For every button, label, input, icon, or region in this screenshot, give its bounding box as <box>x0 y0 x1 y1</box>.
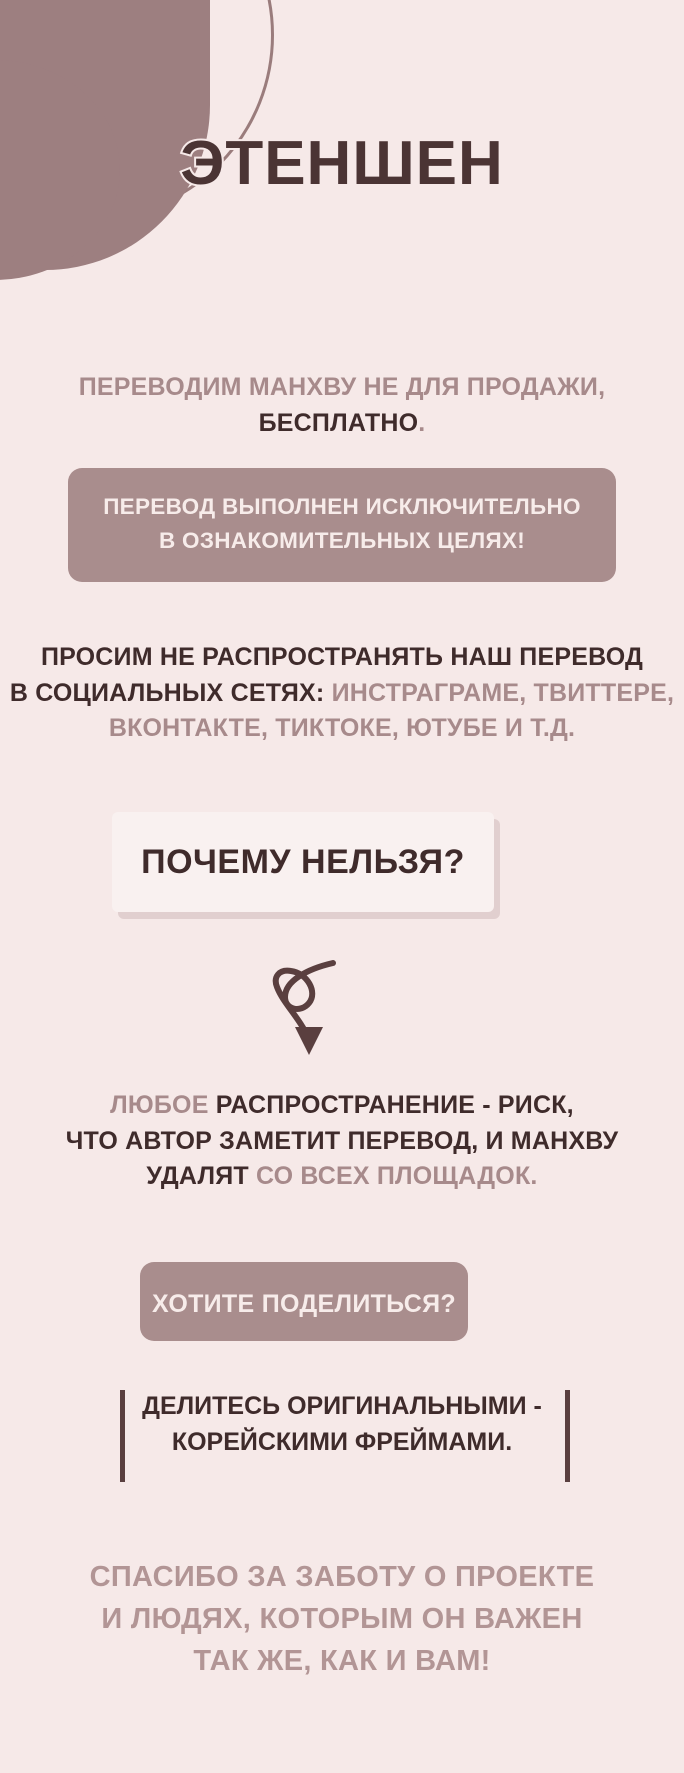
quote-block <box>0 1388 684 1461</box>
quote-bar-left <box>120 1390 125 1482</box>
disclaimer-line-1: ПЕРЕВОД ВЫПОЛНЕН ИСКЛЮЧИТЕЛЬНО <box>103 494 581 519</box>
quote-bar-right <box>565 1390 570 1482</box>
reason-line-3-dark: УДАЛЯТ <box>146 1162 249 1190</box>
thanks-text <box>0 1556 684 1682</box>
reason-text <box>0 1088 684 1195</box>
share-banner <box>140 1262 468 1341</box>
quote-line-2: КОРЕЙСКИМИ ФРЕЙМАМИ. <box>171 1428 513 1457</box>
request-line-2-dark: В СОЦИАЛЬНЫХ СЕТЯХ: <box>9 678 325 707</box>
why-not-card <box>112 812 494 912</box>
why-not-label: ПОЧЕМУ НЕЛЬЗЯ? <box>141 842 465 881</box>
thanks-line-3: ТАК ЖЕ, КАК И ВАМ! <box>193 1645 491 1678</box>
intro-line-2 <box>0 406 684 442</box>
disclaimer-banner <box>68 468 616 582</box>
reason-line-3-mauve: СО ВСЕХ ПЛОЩАДОК. <box>248 1162 538 1190</box>
intro-line-2-tail: . <box>418 408 426 437</box>
request-text <box>0 640 684 747</box>
reason-line-1 <box>0 1088 684 1124</box>
share-banner-label: ХОТИТЕ ПОДЕЛИТЬСЯ? <box>152 1290 456 1318</box>
curly-arrow-down-icon <box>255 955 375 1065</box>
intro-text <box>0 370 684 441</box>
quote-text <box>0 1388 684 1461</box>
intro-line-2-strong: БЕСПЛАТНО <box>258 408 419 437</box>
request-line-2 <box>0 676 684 712</box>
quote-line-1: ДЕЛИТЕСЬ ОРИГИНАЛЬНЫМИ - <box>142 1392 542 1420</box>
thanks-line-2: И ЛЮДЯХ, КОТОРЫМ ОН ВАЖЕН <box>101 1603 583 1636</box>
reason-line-3 <box>0 1159 684 1195</box>
reason-line-2: ЧТО АВТОР ЗАМЕТИТ ПЕРЕВОД, И МАНХВУ <box>65 1126 619 1155</box>
request-line-1: ПРОСИМ НЕ РАСПРОСТРАНЯТЬ НАШ ПЕРЕВОД <box>40 643 644 671</box>
request-line-2-mauve: ИНСТРАГРАМЕ, ТВИТТЕРЕ, <box>324 678 675 707</box>
reason-line-1-mauve: ЛЮБОЕ <box>110 1091 209 1119</box>
page-title: ЭТЕНШЕН <box>180 129 504 198</box>
request-line-3: ВКОНТАКТЕ, ТИКТОКЕ, ЮТУБЕ И Т.Д. <box>108 714 576 742</box>
reason-line-1-dark: РАСПРОСТРАНЕНИЕ - РИСК, <box>208 1091 574 1119</box>
disclaimer-line-2: В ОЗНАКОМИТЕЛЬНЫХ ЦЕЛЯХ! <box>158 527 526 553</box>
intro-line-1: ПЕРЕВОДИМ МАНХВУ НЕ ДЛЯ ПРОДАЖИ, <box>78 373 606 401</box>
thanks-line-1: СПАСИБО ЗА ЗАБОТУ О ПРОЕКТЕ <box>89 1561 595 1593</box>
